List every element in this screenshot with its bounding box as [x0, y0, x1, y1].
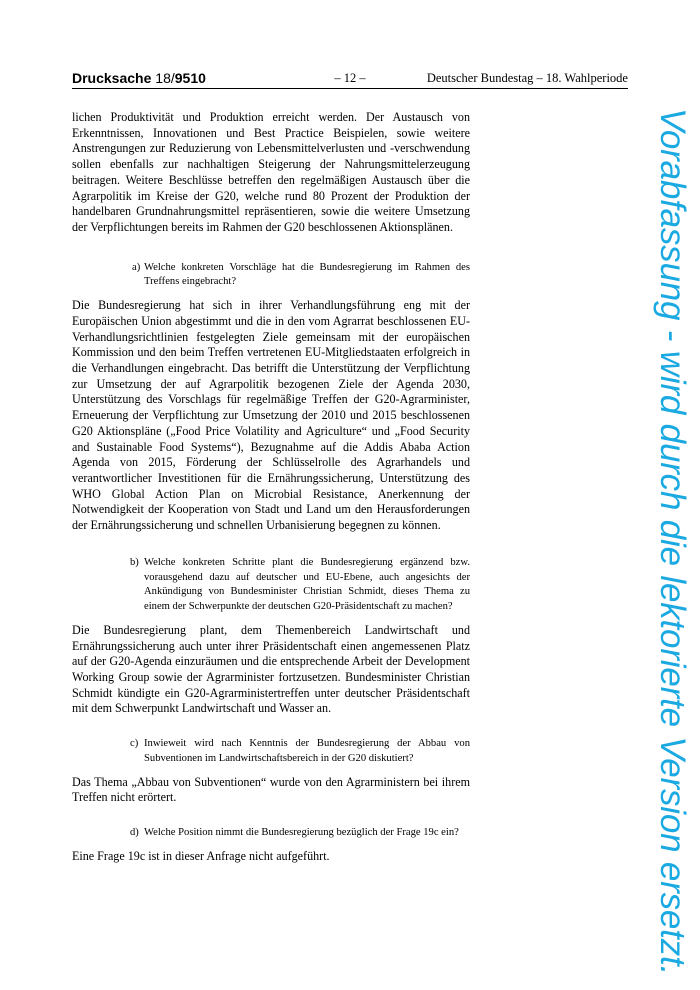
question-label: d) [130, 827, 139, 839]
document-period: 18/ [155, 70, 175, 86]
answer-c: Das Thema „Abbau von Subventionen“ wurde von den Agrarministern bei ihrem Treffen nicht erörtert. [72, 774, 470, 805]
question-a [132, 261, 470, 291]
question-label: a) [132, 261, 141, 273]
question-d [130, 826, 470, 841]
answer-a: Die Bundesregierung hat sich in ihrer Verhandlungsführung eng mit der Europäischen Union abgestimmt und die in den vom Agrarrat beschlossenen EU-Verhandlungsrichtlinien festgelegten Ziele gemeinsam mit der europäischen Kommission und den beim Treffen vertretenen EU-Mitgliedstaaten erfolgreich in die Verhandlungen eingebracht. Das betrifft die Unterstützung der Verpflichtung zur Umsetzung der auf Agrarpolitik bezogenen Ziele der Agenda 2030, Unterstützung des Vorschlags für regelmäßige Treffen der G20-Agrarminister, Erneuerung der Verpflichtung zur Umsetzung der 2010 und 2015 beschlossenen G20 Aktionspläne („Food Price Volatility and Agriculture“ und „Food Security and Sustainable Food Systems“), Bezugnahme auf die Addis Ababa Action Agenda von 2015, Förderung der Schlüsselrolle des Agrarhandels und verantwortlicher Investitionen für die Ernährungssicherung, Unterstützung des WHO Global Action Plan on Microbial Resistance, Anerkennung der Notwendigkeit der Kooperation von Stadt und Land um den Herausforderungen der Ernährungssicherung und schnellen Urbanisierung begegnen zu können. [72, 298, 470, 533]
question-text: Inwieweit wird nach Kenntnis der Bundesregierung der Abbau von Subventionen im Landwirtschaftsbereich in der G20 diskutiert? [144, 738, 470, 764]
document-label: Drucksache [72, 70, 152, 86]
question-c [130, 737, 470, 767]
answer-d: Eine Frage 19c ist in dieser Anfrage nicht aufgeführt. [72, 848, 330, 863]
watermark-text: Vorabfassung - wird durch die lektorierte Version ersetzt. [653, 108, 692, 976]
document-id: 9510 [174, 70, 206, 86]
draft-watermark [638, 108, 698, 976]
question-text: Welche Position nimmt die Bundesregierung bezüglich der Frage 19c ein? [144, 827, 459, 839]
page-number: – 12 – [334, 71, 366, 85]
question-text: Welche konkreten Schritte plant die Bundesregierung ergänzend bzw. vorausgehend dazu auf deutscher und EU-Ebene, auch angesichts der Ankündigung von Bundesminister Christian Schmidt, dieses Thema zu einem der Schwerpunkte der deutschen G20-Präsidentschaft zu machen? [144, 556, 470, 613]
page-content [72, 110, 470, 865]
intro-paragraph: lichen Produktivität und Produktion erreicht werden. Der Austausch von Erkenntnissen, Innovationen und Best Practice Beispielen, sowie weitere Anstrengungen zur Reduzierung von Lebensmittelverlusten und -verschwendung sollen ebenfalls zur nachhaltigen Steigerung der Nahrungsmittelerzeugung beitragen. Weitere Beschlüsse betreffen den regelmäßigen Austausch über die Agrarpolitik im Kreise der G20, welche rund 80 Prozent der Produktion der handelbaren Grundnahrungsmittel repräsentieren, sowie die weitere Umsetzung der Verpflichtungen bereits im Rahmen der G20 beschlossenen Aktionsplänen. [72, 110, 470, 234]
answer-b: Die Bundesregierung plant, dem Themenbereich Landwirtschaft und Ernährungssicherung auch unter ihrer Präsidentschaft einen angemessenen Platz auf der G20-Agenda einzuräumen und die entsprechende Arbeit der Development Working Group sowie der Agrarminister fortzusetzen. Bundesminister Christian Schmidt kündigte ein G20-Agrarministertreffen unter deutscher Präsidentschaft mit dem Schwerpunkt Landwirtschaft und Wasser an. [72, 622, 470, 716]
page-header [72, 70, 628, 89]
question-text: Welche konkreten Vorschläge hat die Bundesregierung im Rahmen des Treffens eingebracht? [144, 261, 470, 288]
question-label: c) [130, 738, 139, 750]
institution-name: Deutscher Bundestag – 18. Wahlperiode [426, 71, 628, 85]
question-b [130, 556, 470, 615]
question-label: b) [130, 556, 139, 568]
